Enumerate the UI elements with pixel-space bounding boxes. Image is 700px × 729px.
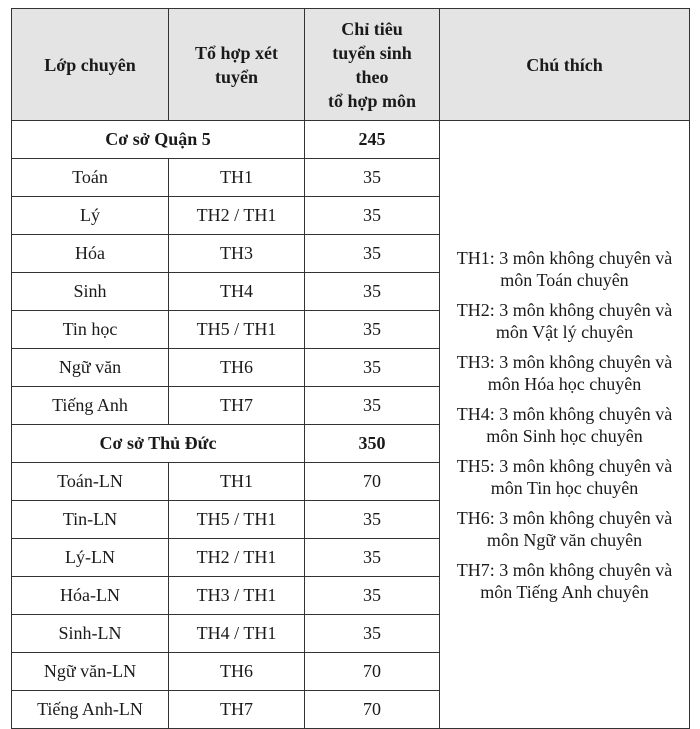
combination-cell: TH3 (169, 235, 305, 273)
combination-cell: TH2 / TH1 (169, 539, 305, 577)
combination-cell: TH6 (169, 349, 305, 387)
header-combination-line2: tuyển (214, 66, 258, 87)
subject-cell: Hóa (12, 235, 169, 273)
combination-cell: TH1 (169, 159, 305, 197)
quota-cell: 35 (305, 387, 440, 425)
group-name: Cơ sở Thủ Đức (12, 425, 305, 463)
combination-cell: TH2 / TH1 (169, 197, 305, 235)
header-quota-line2: tuyển sinh (332, 42, 412, 63)
note-item: TH5: 3 môn không chuyên và môn Tin học chuyên (456, 455, 673, 498)
note-item: TH7: 3 môn không chuyên và môn Tiếng Anh chuyên (456, 559, 673, 602)
combination-cell: TH7 (169, 691, 305, 729)
subject-cell: Sinh-LN (12, 615, 169, 653)
quota-cell: 35 (305, 349, 440, 387)
quota-cell: 70 (305, 691, 440, 729)
admission-quota-table (11, 8, 690, 729)
quota-cell: 35 (305, 235, 440, 273)
combination-cell: TH5 / TH1 (169, 311, 305, 349)
group-row-quan5 (12, 121, 690, 159)
subject-cell: Toán (12, 159, 169, 197)
combination-cell: TH1 (169, 463, 305, 501)
header-quota (305, 9, 440, 121)
quota-cell: 70 (305, 653, 440, 691)
note-item: TH6: 3 môn không chuyên và môn Ngữ văn chuyên (456, 507, 673, 550)
note-item: TH3: 3 môn không chuyên và môn Hóa học chuyên (456, 351, 673, 394)
header-combination (169, 9, 305, 121)
table-header-row (12, 9, 690, 121)
note-item: TH4: 3 môn không chuyên và môn Sinh học chuyên (456, 403, 673, 446)
subject-cell: Ngữ văn (12, 349, 169, 387)
quota-cell: 35 (305, 577, 440, 615)
subject-cell: Lý (12, 197, 169, 235)
subject-cell: Tiếng Anh-LN (12, 691, 169, 729)
subject-cell: Hóa-LN (12, 577, 169, 615)
header-combination-line1: Tổ hợp xét (195, 42, 278, 63)
subject-cell: Toán-LN (12, 463, 169, 501)
combination-cell: TH4 / TH1 (169, 615, 305, 653)
combination-cell: TH4 (169, 273, 305, 311)
group-total: 245 (305, 121, 440, 159)
note-item: TH1: 3 môn không chuyên và môn Toán chuyên (456, 247, 673, 290)
subject-cell: Lý-LN (12, 539, 169, 577)
combination-cell: TH5 / TH1 (169, 501, 305, 539)
header-notes: Chú thích (440, 9, 690, 121)
combination-cell: TH7 (169, 387, 305, 425)
subject-cell: Ngữ văn-LN (12, 653, 169, 691)
group-name: Cơ sở Quận 5 (12, 121, 305, 159)
subject-cell: Sinh (12, 273, 169, 311)
subject-cell: Tin học (12, 311, 169, 349)
combination-cell: TH3 / TH1 (169, 577, 305, 615)
quota-cell: 35 (305, 501, 440, 539)
quota-cell: 70 (305, 463, 440, 501)
header-specialized-class: Lớp chuyên (12, 9, 169, 121)
notes-cell (440, 121, 690, 729)
quota-cell: 35 (305, 311, 440, 349)
header-quota-line1: Chỉ tiêu (341, 18, 403, 39)
combination-cell: TH6 (169, 653, 305, 691)
quota-cell: 35 (305, 539, 440, 577)
quota-cell: 35 (305, 615, 440, 653)
quota-cell: 35 (305, 273, 440, 311)
header-quota-line3: theo (355, 66, 389, 87)
subject-cell: Tiếng Anh (12, 387, 169, 425)
quota-cell: 35 (305, 159, 440, 197)
quota-cell: 35 (305, 197, 440, 235)
header-quota-line4: tổ hợp môn (328, 90, 416, 111)
subject-cell: Tin-LN (12, 501, 169, 539)
group-total: 350 (305, 425, 440, 463)
note-item: TH2: 3 môn không chuyên và môn Vật lý chuyên (456, 299, 673, 342)
